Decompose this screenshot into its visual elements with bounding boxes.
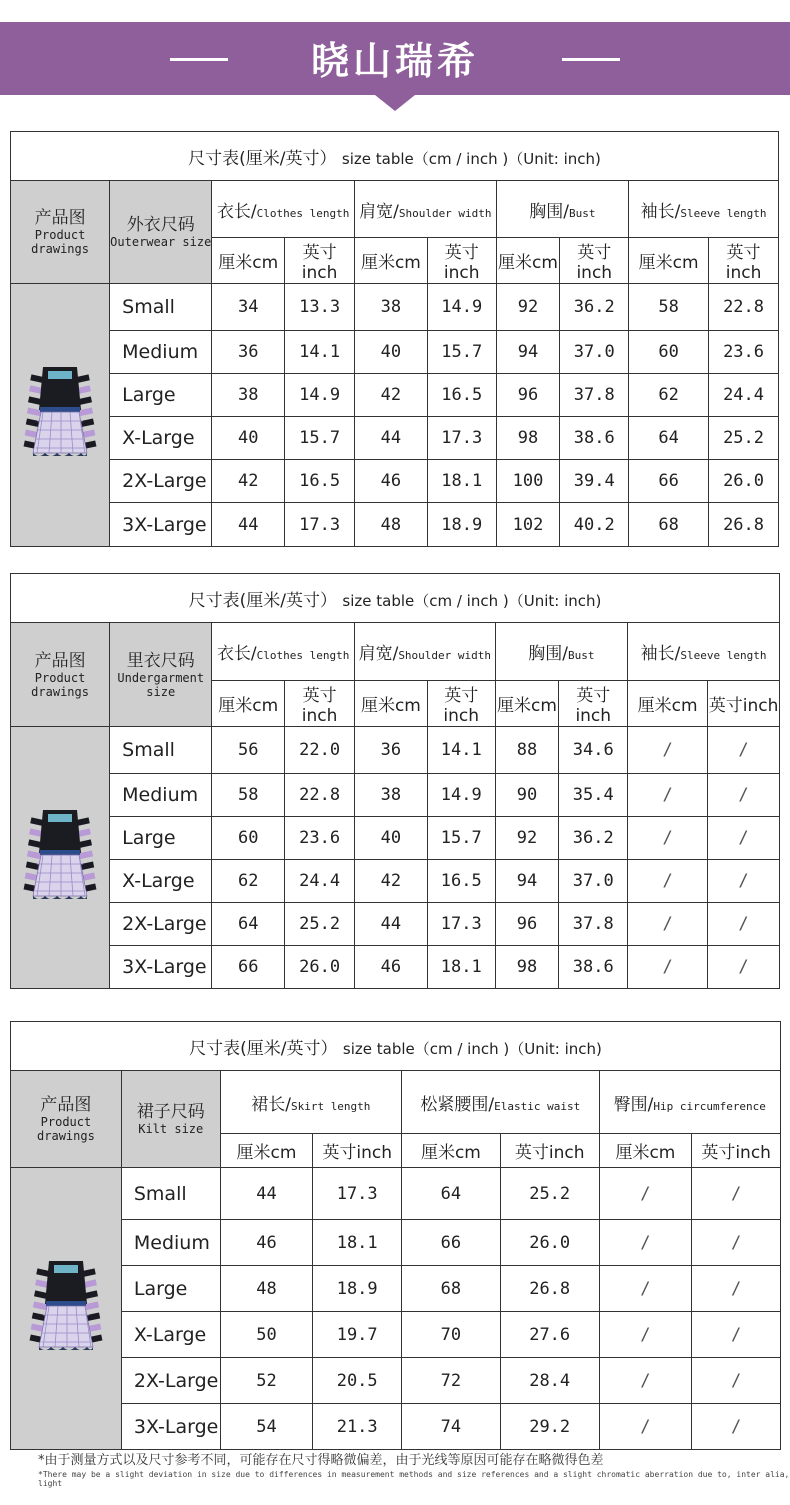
measure-value: / bbox=[692, 1404, 781, 1450]
measure-value: 58 bbox=[212, 774, 285, 817]
measure-value: / bbox=[628, 946, 708, 989]
unit-inch: 英寸inch bbox=[427, 681, 495, 727]
measure-value: 14.1 bbox=[285, 331, 355, 374]
measure-value: / bbox=[708, 903, 780, 946]
unit-cm: 厘米cm bbox=[599, 1134, 692, 1168]
measure-value: 13.3 bbox=[285, 284, 355, 331]
unit-inch: 英寸inch bbox=[692, 1134, 781, 1168]
measure-name-en: Bust bbox=[569, 206, 596, 220]
measure-value: 42 bbox=[355, 860, 428, 903]
measure-name-en: Clothes length bbox=[256, 206, 350, 220]
measure-value: 62 bbox=[212, 860, 285, 903]
measure-value: / bbox=[708, 774, 780, 817]
size-label: 2X-Large bbox=[121, 1358, 220, 1404]
size-table-1 bbox=[10, 131, 779, 547]
unit-cm: 厘米cm bbox=[495, 681, 559, 727]
measure-value: 14.9 bbox=[285, 374, 355, 417]
measure-value: 36 bbox=[355, 727, 428, 774]
measure-value: / bbox=[599, 1312, 692, 1358]
measure-header bbox=[212, 623, 355, 681]
size-label: 2X-Large bbox=[110, 460, 212, 503]
measure-value: 28.4 bbox=[500, 1358, 599, 1404]
measure-value: 94 bbox=[496, 331, 560, 374]
measure-value: 24.4 bbox=[709, 374, 779, 417]
size-label: Large bbox=[110, 374, 212, 417]
table-row bbox=[11, 284, 779, 331]
measure-value: 64 bbox=[212, 903, 285, 946]
measure-value: / bbox=[599, 1404, 692, 1450]
measure-value: 15.7 bbox=[285, 417, 355, 460]
size-header-en: Kilt size bbox=[138, 1122, 204, 1136]
size-label: Large bbox=[121, 1266, 220, 1312]
measure-value: 25.2 bbox=[500, 1168, 599, 1220]
table-row bbox=[11, 1358, 781, 1404]
size-label: X-Large bbox=[110, 860, 212, 903]
unit-inch: 英寸inch bbox=[559, 681, 628, 727]
product-header-cn: 产品图 bbox=[40, 1095, 92, 1115]
table-row bbox=[11, 1266, 781, 1312]
measure-value: 36.2 bbox=[560, 284, 629, 331]
measure-value: / bbox=[628, 774, 708, 817]
unit-inch: 英寸inch bbox=[560, 238, 629, 284]
measure-header bbox=[629, 181, 779, 238]
unit-cm: 厘米cm bbox=[212, 238, 285, 284]
measure-value: / bbox=[599, 1266, 692, 1312]
measure-header bbox=[496, 181, 629, 238]
measure-value: 92 bbox=[495, 817, 559, 860]
note-chinese: *由于测量方式以及尺寸参考不同，可能存在尺寸得略微偏差，由于光线等原因可能存在略微得色差 bbox=[38, 1453, 604, 1468]
measure-name-cn: 衣长/ bbox=[216, 644, 257, 664]
measure-value: 14.9 bbox=[427, 284, 496, 331]
measure-value: 42 bbox=[355, 374, 428, 417]
unit-inch: 英寸inch bbox=[708, 681, 780, 727]
measure-value: 26.0 bbox=[285, 946, 355, 989]
size-header-en: Undergarment size bbox=[117, 670, 205, 699]
measure-value: 21.3 bbox=[313, 1404, 402, 1450]
size-table-2 bbox=[10, 573, 780, 989]
product-image-cell bbox=[11, 1168, 122, 1450]
size-column-header bbox=[110, 623, 212, 727]
product-header-cn: 产品图 bbox=[34, 650, 86, 671]
unit-inch: 英寸inch bbox=[500, 1134, 599, 1168]
measure-value: 17.3 bbox=[427, 417, 496, 460]
product-header-en: Product drawings bbox=[31, 670, 89, 699]
caption-english: size table（cm / inch )（Unit: inch) bbox=[342, 591, 602, 610]
measure-value: 15.7 bbox=[427, 817, 495, 860]
size-table-3 bbox=[10, 1021, 781, 1450]
measure-value: 68 bbox=[402, 1266, 501, 1312]
measure-value: 18.9 bbox=[313, 1266, 402, 1312]
size-label: Small bbox=[110, 727, 212, 774]
measure-value: 92 bbox=[496, 284, 560, 331]
measure-value: 44 bbox=[220, 1168, 313, 1220]
measure-name-en: Shoulder width bbox=[398, 649, 492, 662]
caption-english: size table（cm / inch )（Unit: inch) bbox=[341, 149, 601, 168]
measure-value: 27.6 bbox=[500, 1312, 599, 1358]
measure-name-en: Sleeve length bbox=[680, 206, 767, 220]
size-column-header bbox=[110, 181, 212, 284]
unit-cm: 厘米cm bbox=[402, 1134, 501, 1168]
product-image-cell bbox=[11, 284, 110, 547]
measure-value: 96 bbox=[496, 374, 560, 417]
table-row bbox=[11, 331, 779, 374]
measure-value: 26.0 bbox=[709, 460, 779, 503]
measure-name-en: Bust bbox=[568, 649, 595, 662]
unit-cm: 厘米cm bbox=[628, 681, 708, 727]
size-label: Large bbox=[110, 817, 212, 860]
measure-header bbox=[628, 623, 780, 681]
measure-value: 72 bbox=[402, 1358, 501, 1404]
measure-value: 18.1 bbox=[427, 946, 495, 989]
product-drawing-header bbox=[11, 623, 110, 727]
measure-value: 17.3 bbox=[285, 503, 355, 547]
measure-value: 24.4 bbox=[285, 860, 355, 903]
measure-value: 14.1 bbox=[427, 727, 495, 774]
measure-value: 22.8 bbox=[709, 284, 779, 331]
measure-value: 56 bbox=[212, 727, 285, 774]
table-row bbox=[11, 860, 780, 903]
measure-value: 42 bbox=[212, 460, 285, 503]
measure-value: 90 bbox=[495, 774, 559, 817]
measure-name-en: Hip circumference bbox=[653, 1099, 766, 1113]
measure-name-cn: 胸围/ bbox=[528, 644, 568, 664]
measure-name-cn: 臀围/ bbox=[613, 1094, 654, 1115]
measure-value: / bbox=[692, 1358, 781, 1404]
measure-value: 36.2 bbox=[559, 817, 628, 860]
table-row bbox=[11, 774, 780, 817]
measure-name-cn: 袖长/ bbox=[640, 201, 681, 222]
measure-value: / bbox=[692, 1220, 781, 1266]
measure-value: 64 bbox=[402, 1168, 501, 1220]
measure-value: 46 bbox=[220, 1220, 313, 1266]
table-row bbox=[11, 1168, 781, 1220]
measure-name-en: Clothes length bbox=[256, 649, 350, 662]
unit-cm: 厘米cm bbox=[212, 681, 285, 727]
table-row bbox=[11, 817, 780, 860]
size-header-en: Outerwear size bbox=[110, 235, 212, 249]
measure-value: 17.3 bbox=[427, 903, 495, 946]
measure-value: 48 bbox=[355, 503, 428, 547]
page-title: 晓山瑞希 bbox=[310, 39, 479, 83]
measure-value: 38 bbox=[355, 774, 428, 817]
measure-value: 38.6 bbox=[560, 417, 629, 460]
measure-value: 102 bbox=[496, 503, 560, 547]
measure-value: 44 bbox=[355, 417, 428, 460]
table-row bbox=[11, 727, 780, 774]
measure-value: 35.4 bbox=[559, 774, 628, 817]
measure-name-cn: 松紧腰围/ bbox=[420, 1094, 495, 1115]
product-header-en: Product drawings bbox=[37, 1115, 95, 1143]
measure-value: / bbox=[628, 727, 708, 774]
size-label: Small bbox=[121, 1168, 220, 1220]
measure-value: / bbox=[628, 903, 708, 946]
measure-value: 40.2 bbox=[560, 503, 629, 547]
measure-value: 23.6 bbox=[709, 331, 779, 374]
measure-value: / bbox=[628, 817, 708, 860]
measure-value: 37.8 bbox=[560, 374, 629, 417]
measure-value: 66 bbox=[402, 1220, 501, 1266]
banner-right-line bbox=[562, 58, 620, 61]
unit-cm: 厘米cm bbox=[220, 1134, 313, 1168]
measure-header bbox=[355, 181, 497, 238]
measure-value: 66 bbox=[629, 460, 709, 503]
note-english: *There may be a slight deviation in size due to differences in measurement methods and size references and a slight chromatic aberration due to, inter alia, light bbox=[38, 1470, 790, 1488]
product-drawing-header bbox=[11, 1071, 122, 1168]
banner-notch bbox=[375, 95, 415, 111]
measure-value: 70 bbox=[402, 1312, 501, 1358]
measure-value: 34 bbox=[212, 284, 285, 331]
measure-value: 46 bbox=[355, 946, 428, 989]
table-row bbox=[11, 1312, 781, 1358]
measure-value: 74 bbox=[402, 1404, 501, 1450]
measure-value: 25.2 bbox=[285, 903, 355, 946]
measure-value: 37.8 bbox=[559, 903, 628, 946]
measure-value: 54 bbox=[220, 1404, 313, 1450]
measure-value: 25.2 bbox=[709, 417, 779, 460]
measure-value: 18.1 bbox=[427, 460, 496, 503]
table-row bbox=[11, 460, 779, 503]
measure-value: 16.5 bbox=[427, 374, 496, 417]
size-label: Medium bbox=[121, 1220, 220, 1266]
measure-name-en: Shoulder width bbox=[398, 206, 492, 220]
size-label: 3X-Large bbox=[110, 946, 212, 989]
table-row bbox=[11, 503, 779, 547]
measure-value: 22.8 bbox=[285, 774, 355, 817]
caption-english: size table（cm / inch )（Unit: inch) bbox=[342, 1039, 602, 1058]
measure-value: 40 bbox=[355, 331, 428, 374]
size-label: X-Large bbox=[121, 1312, 220, 1358]
measure-value: 36 bbox=[212, 331, 285, 374]
table-row bbox=[11, 1404, 781, 1450]
unit-cm: 厘米cm bbox=[355, 681, 428, 727]
measure-value: 18.1 bbox=[313, 1220, 402, 1266]
measure-value: 37.0 bbox=[559, 860, 628, 903]
measure-value: 60 bbox=[629, 331, 709, 374]
unit-inch: 英寸inch bbox=[313, 1134, 402, 1168]
size-header-cn: 外衣尺码 bbox=[126, 215, 195, 235]
size-label: Medium bbox=[110, 774, 212, 817]
title-banner bbox=[0, 22, 790, 95]
measure-name-cn: 袖长/ bbox=[640, 644, 681, 664]
size-label: 2X-Large bbox=[110, 903, 212, 946]
measure-header bbox=[355, 623, 496, 681]
measure-value: 26.8 bbox=[500, 1266, 599, 1312]
measure-value: / bbox=[628, 860, 708, 903]
measure-value: 38.6 bbox=[559, 946, 628, 989]
measure-header bbox=[402, 1071, 600, 1134]
measure-value: 26.0 bbox=[500, 1220, 599, 1266]
measure-name-en: Skirt length bbox=[290, 1099, 371, 1113]
measure-value: 20.5 bbox=[313, 1358, 402, 1404]
caption-chinese: 尺寸表(厘米/英寸） bbox=[188, 148, 337, 169]
measure-header bbox=[220, 1071, 401, 1134]
measure-value: / bbox=[708, 946, 780, 989]
product-image-cell bbox=[11, 727, 110, 989]
measure-value: 40 bbox=[355, 817, 428, 860]
measure-name-cn: 胸围/ bbox=[529, 201, 570, 222]
measure-name-cn: 衣长/ bbox=[216, 201, 257, 222]
measure-value: 22.0 bbox=[285, 727, 355, 774]
size-label: X-Large bbox=[110, 417, 212, 460]
size-label: 3X-Large bbox=[121, 1404, 220, 1450]
table-row bbox=[11, 903, 780, 946]
measure-value: / bbox=[708, 817, 780, 860]
measure-value: 17.3 bbox=[313, 1168, 402, 1220]
caption-chinese: 尺寸表(厘米/英寸） bbox=[189, 1038, 338, 1059]
measure-value: 26.8 bbox=[709, 503, 779, 547]
size-label: Medium bbox=[110, 331, 212, 374]
table-row bbox=[11, 1220, 781, 1266]
measure-value: 58 bbox=[629, 284, 709, 331]
measure-name-cn: 肩宽/ bbox=[358, 644, 399, 664]
measure-value: 16.5 bbox=[427, 860, 495, 903]
measure-header bbox=[212, 181, 355, 238]
measure-value: 15.7 bbox=[427, 331, 496, 374]
measure-value: / bbox=[692, 1168, 781, 1220]
measure-value: 96 bbox=[495, 903, 559, 946]
unit-cm: 厘米cm bbox=[496, 238, 560, 284]
size-column-header bbox=[121, 1071, 220, 1168]
table-caption bbox=[11, 574, 780, 623]
table-row bbox=[11, 946, 780, 989]
measure-value: 100 bbox=[496, 460, 560, 503]
measure-value: 40 bbox=[212, 417, 285, 460]
unit-inch: 英寸inch bbox=[709, 238, 779, 284]
measure-value: 94 bbox=[495, 860, 559, 903]
measure-value: / bbox=[708, 860, 780, 903]
measure-value: / bbox=[599, 1358, 692, 1404]
measure-value: 29.2 bbox=[500, 1404, 599, 1450]
measure-value: 18.9 bbox=[427, 503, 496, 547]
table-row bbox=[11, 417, 779, 460]
measure-value: 23.6 bbox=[285, 817, 355, 860]
product-header-cn: 产品图 bbox=[34, 208, 86, 228]
measure-value: / bbox=[599, 1220, 692, 1266]
outfit-drawing bbox=[21, 1249, 111, 1364]
measure-value: / bbox=[599, 1168, 692, 1220]
measure-value: 98 bbox=[495, 946, 559, 989]
measure-value: / bbox=[708, 727, 780, 774]
measure-value: 44 bbox=[355, 903, 428, 946]
measure-name-cn: 裙长/ bbox=[251, 1094, 291, 1115]
unit-inch: 英寸inch bbox=[427, 238, 496, 284]
measure-name-en: Sleeve length bbox=[680, 649, 767, 662]
size-label: Small bbox=[110, 284, 212, 331]
measure-value: 60 bbox=[212, 817, 285, 860]
measure-value: / bbox=[692, 1312, 781, 1358]
table-caption bbox=[11, 1022, 781, 1071]
measure-header bbox=[495, 623, 628, 681]
measure-value: 44 bbox=[212, 503, 285, 547]
measure-header bbox=[599, 1071, 780, 1134]
measure-value: 37.0 bbox=[560, 331, 629, 374]
unit-cm: 厘米cm bbox=[629, 238, 709, 284]
measure-value: 19.7 bbox=[313, 1312, 402, 1358]
size-header-cn: 里衣尺码 bbox=[126, 650, 195, 671]
measure-value: 48 bbox=[220, 1266, 313, 1312]
table-row bbox=[11, 374, 779, 417]
measure-value: 14.9 bbox=[427, 774, 495, 817]
product-header-en: Product drawings bbox=[31, 228, 89, 256]
measure-value: 34.6 bbox=[559, 727, 628, 774]
measure-value: 64 bbox=[629, 417, 709, 460]
size-header-cn: 裙子尺码 bbox=[136, 1102, 205, 1122]
unit-inch: 英寸inch bbox=[285, 238, 355, 284]
measure-name-en: Elastic waist bbox=[494, 1099, 581, 1113]
table-caption bbox=[11, 132, 779, 181]
measure-value: 52 bbox=[220, 1358, 313, 1404]
caption-chinese: 尺寸表(厘米/英寸） bbox=[188, 590, 337, 611]
size-label: 3X-Large bbox=[110, 503, 212, 547]
measure-value: 38 bbox=[355, 284, 428, 331]
measure-value: 66 bbox=[212, 946, 285, 989]
measure-value: 68 bbox=[629, 503, 709, 547]
measure-value: 50 bbox=[220, 1312, 313, 1358]
measure-value: 16.5 bbox=[285, 460, 355, 503]
product-drawing-header bbox=[11, 181, 110, 284]
unit-cm: 厘米cm bbox=[355, 238, 428, 284]
outfit-drawing bbox=[15, 355, 105, 470]
measure-value: / bbox=[692, 1266, 781, 1312]
measure-value: 98 bbox=[496, 417, 560, 460]
outfit-drawing bbox=[15, 798, 105, 913]
measure-value: 88 bbox=[495, 727, 559, 774]
measure-name-cn: 肩宽/ bbox=[359, 201, 399, 222]
measure-value: 38 bbox=[212, 374, 285, 417]
unit-inch: 英寸inch bbox=[285, 681, 355, 727]
measure-value: 39.4 bbox=[560, 460, 629, 503]
measure-value: 62 bbox=[629, 374, 709, 417]
measure-value: 46 bbox=[355, 460, 428, 503]
